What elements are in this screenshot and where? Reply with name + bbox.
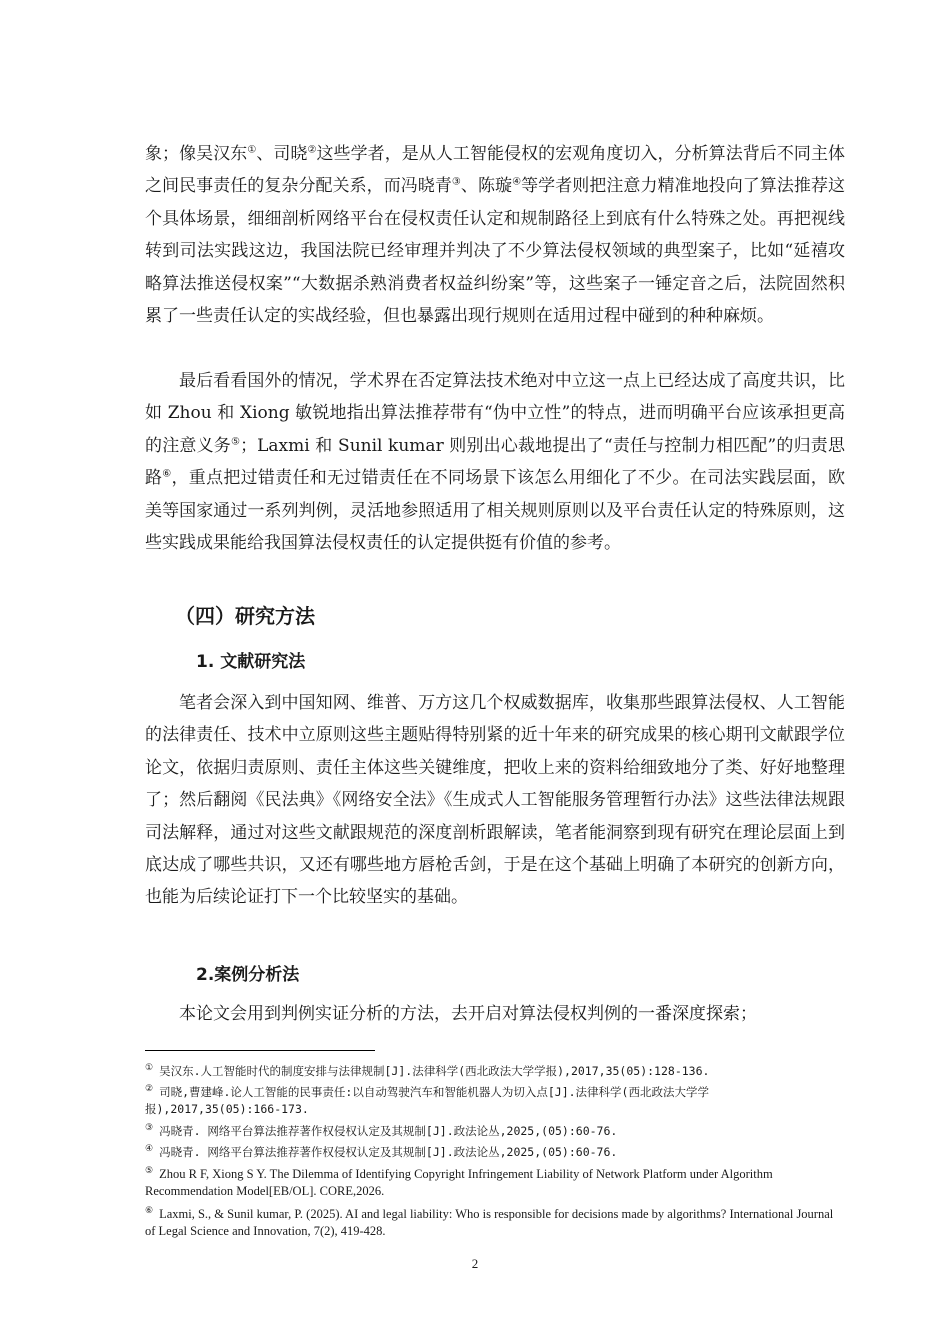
paragraph-case-analysis: 本论文会用到判例实证分析的方法，去开启对算法侵权判例的一番深度探索； xyxy=(179,1004,757,1024)
footnote-item xyxy=(145,1120,835,1140)
footnote-text: 冯晓青. 网络平台算法推荐著作权侵权认定及其规制[J].政法论丛,2025,(05):60-76. xyxy=(159,1123,618,1138)
footnote-ref[interactable]: ⑤ xyxy=(230,436,241,448)
footnote-ref[interactable]: ⑥ xyxy=(162,468,172,480)
page-number: 2 xyxy=(471,1256,479,1271)
footnote-mark: ① xyxy=(145,1063,154,1073)
text-run: 最后看看国外的情况，学术界在否定算法技术绝对中立这一点上已经达成了高度共识，比如 Zhou 和 Xiong 敏锐地指出算法推荐带有“伪中立性”的特点，进而明确平台应该承担更高的注意义务 xyxy=(145,371,845,456)
footnote-item xyxy=(145,1141,835,1161)
footnote-ref[interactable]: ③ xyxy=(451,176,461,188)
section-heading-research-methods: （四）研究方法 xyxy=(175,604,315,628)
footnote-mark: ③ xyxy=(145,1122,154,1133)
footnote-item xyxy=(145,1162,835,1200)
footnote-mark: ⑤ xyxy=(145,1165,154,1176)
text-run: ，重点把过错责任和无过错责任在不同场景下该怎么用细化了不少。在司法实践层面，欧美等国家通过一系列判例，灵活地参照适用了相关规则原则以及平台责任认定的特殊原则，这些实践成果能给我国算法侵权责任的认定提供挺有价值的参考。 xyxy=(145,468,846,554)
footnote-item xyxy=(145,1060,835,1080)
footnote-item xyxy=(145,1081,835,1118)
footnote-ref[interactable]: ① xyxy=(247,144,257,156)
text-run: 等学者则把注意力精准地投向了算法推荐这个具体场景，细细剖析网络平台在侵权责任认定和规制路径上到底有什么特殊之处。再把视线转到司法实践这边，我国法院已经审理并判决了不少算法侵权领域的典型案子，比如“延禧攻略算法推送侵权案”“大数据杀熟消费者权益纠纷案”等，这些案子一锤定音之后，法院固然积累了一些责任认定的实战经验，但也暴露出现行规则在适用过程中碰到的种种麻烦。 xyxy=(145,176,845,327)
footnote-list xyxy=(145,1060,835,1242)
subheading-literature-method: 1. 文献研究法 xyxy=(196,652,306,672)
paragraph-literature-review-domestic xyxy=(145,138,845,332)
text-run: 这些学者，是从人工智能侵权的宏观角度切入，分析算法背后不同主体之间民事责任的复杂分配关系，而冯晓青 xyxy=(145,144,846,197)
subheading-case-analysis: 2.案例分析法 xyxy=(196,965,300,985)
footnote-mark: ⑥ xyxy=(145,1204,154,1215)
footnote-separator xyxy=(145,1050,375,1051)
footnote-ref[interactable]: ④ xyxy=(512,176,522,188)
paragraph-literature-method: 笔者会深入到中国知网、维普、万方这几个权威数据库，收集那些跟算法侵权、人工智能的法律责任、技术中立原则这些主题贴得特别紧的近十年来的研究成果的核心期刊文献跟学位论文，依据归责原则、责任主体这些关键维度，把收上来的资料给细致地分了类、好好地整理了；然后翻阅《民法典》《网络安全法》《生成式人工智能服务管理暂行办法》这些法律法规跟司法解释，通过对这些文献跟规范的深度剖析跟解读，笔者能洞察到现有研究在理论层面上到底达成了哪些共识，又还有哪些地方唇枪舌剑，于是在这个基础上明确了本研究的创新方向，也能为后续论证打下一个比较坚实的基础。 xyxy=(145,693,845,908)
footnote-ref[interactable]: ② xyxy=(307,144,317,156)
footnote-text: 司晓,曹建峰.论人工智能的民事责任:以自动驾驶汽车和智能机器人为切入点[J].法律科学(西北政法大学学报),2017,35(05):166-173. xyxy=(145,1085,709,1117)
footnote-mark: ② xyxy=(145,1084,154,1095)
footnote-text: Zhou R F, Xiong S Y. The Dilemma of Identifying Copyright Infringement Liability of Network Platform under Algorithm Recommendation Model[EB/OL]. CORE,2026. xyxy=(145,1167,773,1199)
footnote-mark: ④ xyxy=(145,1143,154,1154)
paragraph-literature-review-foreign xyxy=(145,365,845,559)
footnote-text: 吴汉东.人工智能时代的制度安排与法律规制[J].法律科学(西北政法大学学报),2017,35(05):128-136. xyxy=(159,1063,710,1078)
text-run: 、陈璇 xyxy=(460,176,513,197)
text-run: 、司晓 xyxy=(256,144,308,164)
text-run: ；Laxmi 和 Sunil kumar 则别出心裁地提出了“责任与控制力相匹配”的归责思路 xyxy=(145,435,845,489)
footnote-text: Laxmi, S., & Sunil kumar, P. (2025). AI and legal liability: Who is responsible for decisions made by algorithms? International Journal of Legal Science and Innovation, 7(2), 419-428. xyxy=(145,1207,834,1239)
text-run: 象；像吴汉东 xyxy=(145,144,248,164)
footnote-text: 冯晓青. 网络平台算法推荐著作权侵权认定及其规制[J].政法论丛,2025,(05):60-76. xyxy=(159,1144,618,1159)
footnote-item xyxy=(145,1202,835,1240)
